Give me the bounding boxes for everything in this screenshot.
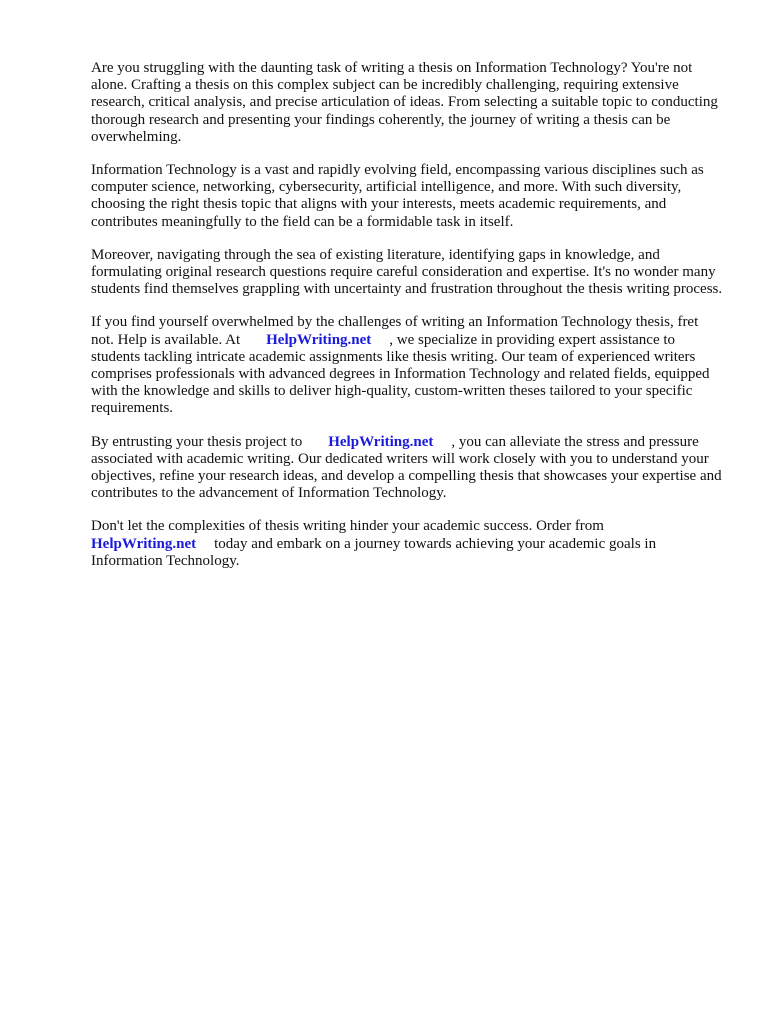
helpwriting-link[interactable]: HelpWriting.net [266, 331, 372, 348]
paragraph-text: Don't let the complexities of thesis writing hinder your academic success. Order from [91, 518, 604, 535]
paragraph-call-to-action [91, 518, 723, 570]
paragraph-text: today and embark on a journey towards achieving your academic goals in Information Technology. [91, 535, 657, 569]
document-page [91, 60, 723, 586]
paragraph-text: , we specialize in providing expert assistance to students tackling intricate academic assignments like thesis writing. Our team of experienced writers comprises professionals with advanced degrees in Information Technology and related fields, equipped with the knowledge and skills to deliver high-quality, custom-written theses tailored to your specific requirements. [91, 331, 710, 417]
helpwriting-link[interactable]: HelpWriting.net [91, 535, 197, 552]
paragraph-help-available [91, 314, 723, 417]
paragraph-entrusting [91, 434, 723, 503]
paragraph-literature [91, 247, 723, 299]
paragraph-field-overview [91, 162, 723, 231]
paragraph-text: By entrusting your thesis project to [91, 433, 303, 450]
paragraph-text: , you can alleviate the stress and pressure associated with academic writing. Our dedicated writers will work closely with you to understand your objectives, refine your research ideas, and develop a compelling thesis that showcases your expertise and contributes to the advancement of Information Technology. [91, 433, 722, 502]
paragraph-text: Are you struggling with the daunting task of writing a thesis on Information Technology? You're not alone. Crafting a thesis on this complex subject can be incredibly challenging, requiring extensive research, critical analysis, and precise articulation of ideas. From selecting a suitable topic to conducting thorough research and presenting your findings coherently, the journey of writing a thesis can be overwhelming. [91, 60, 718, 145]
paragraph-text: Moreover, navigating through the sea of existing literature, identifying gaps in knowledge, and formulating original research questions require careful consideration and expertise. It's no wonder many students find themselves grappling with uncertainty and frustration throughout the thesis writing process. [91, 246, 723, 298]
paragraph-text: If you find yourself overwhelmed by the challenges of writing an Information Technology thesis, fret not. Help is available. At [91, 314, 699, 348]
helpwriting-link[interactable]: HelpWriting.net [328, 433, 434, 450]
paragraph-text: Information Technology is a vast and rapidly evolving field, encompassing various disciplines such as computer science, networking, cybersecurity, artificial intelligence, and more. With such diversity, choosing the right thesis topic that aligns with your interests, meets academic requirements, and contributes meaningfully to the field can be a formidable task in itself. [91, 162, 704, 230]
paragraph-intro [91, 60, 723, 146]
